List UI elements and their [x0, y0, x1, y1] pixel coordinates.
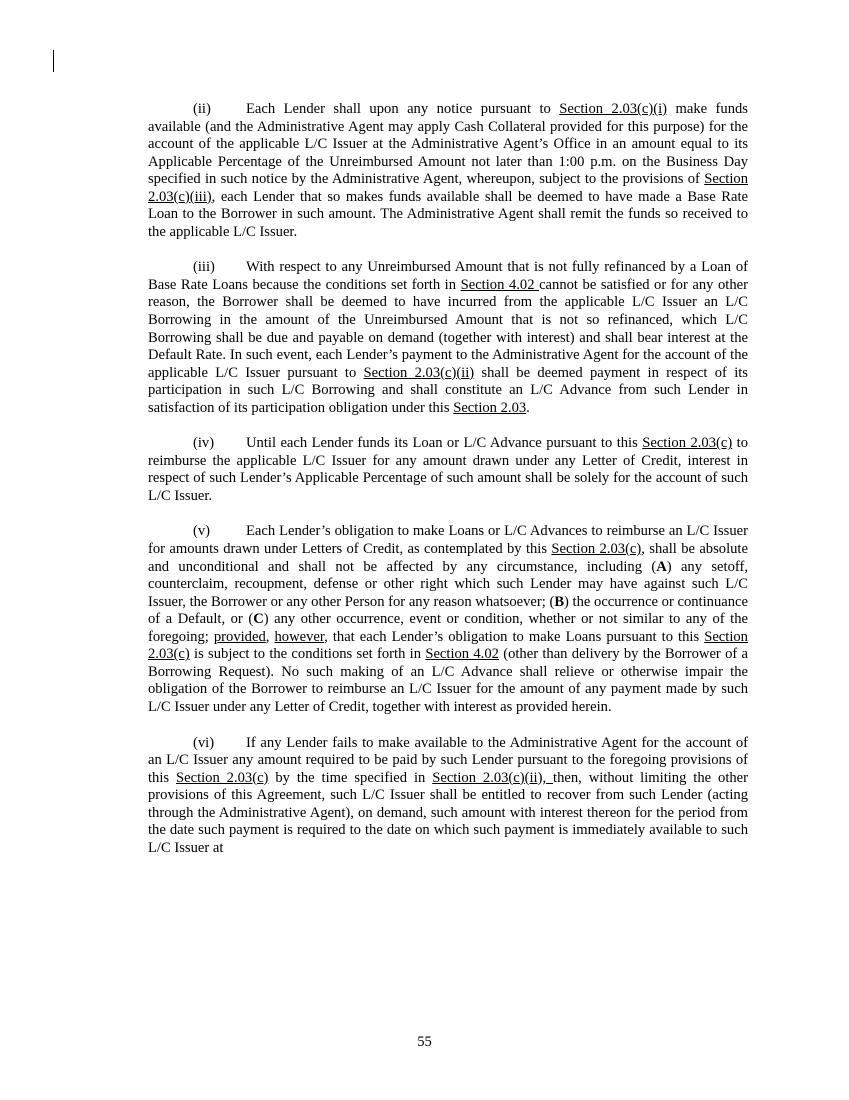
paragraph-text: Each Lender shall upon any notice pursuant to	[246, 101, 560, 117]
paragraph-text: make funds available (and the Administrative Agent may apply Cash Collateral provided for this purpose) for the account of the applicable L/C Issuer at the Administrative Agent’s Office in an amount equal to its Applicable Percentage of the Unreimbursed Amount not later than 1:00 p.m. on the Business Day specified in such notice by the Administrative Agent, whereupon, subject to the provisions of	[148, 101, 748, 188]
section-reference: Section 2.03(c)(ii),	[432, 769, 554, 786]
section-reference: provided	[213, 628, 266, 645]
paragraph-text: .	[526, 399, 530, 416]
paragraph-text: cannot be satisfied or for any other reason, the Borrower shall be deemed to have incurred from the applicable L/C Issuer an L/C Borrowing in the amount of the Unreimbursed Amount that is not so refinanced, which L/C Borrowing shall be due and payable on demand (together with interest) and shall bear interest at the Default Rate. In such event, each Lender’s payment to the Administrative Agent for the account of the applicable L/C Issuer pursuant to	[148, 276, 748, 381]
paragraph-text: ) any setoff, counterclaim, recoupment, defense or other right which such Lender may have against such L/C Issuer, the Borrower or any other Person for any reason whatsoever; (	[148, 558, 748, 610]
section-reference: Section 2.03(c)(ii)	[363, 364, 475, 381]
document-body	[148, 101, 748, 875]
paragraph-number: (ii)	[193, 101, 211, 117]
paragraph-text: ) any other occurrence, event or condition, whether or not similar to any of the foregoing;	[148, 611, 749, 645]
paragraph-number: (iii)	[193, 259, 215, 276]
section-reference: Section 2.03(c)	[148, 628, 748, 663]
paragraph	[148, 259, 748, 417]
section-reference: Section 4.02	[460, 276, 540, 293]
paragraph	[148, 435, 748, 505]
paragraph-number: (iv)	[193, 435, 215, 452]
section-reference: however	[274, 628, 325, 645]
paragraph-text: With respect to any Unreimbursed Amount that is not fully refinanced by a Loan of Base Rate Loans because the conditions set forth in	[148, 259, 748, 293]
paragraph-text: ,	[265, 628, 275, 645]
clause-letter: C	[253, 611, 264, 628]
paragraph-number: (v)	[193, 523, 211, 540]
section-reference: Section 4.02	[425, 646, 499, 663]
paragraph-text: shall be deemed payment in respect of its participation in such L/C Borrowing and shall constitute an L/C Advance from such Lender in satisfaction of its participation obligation under this	[148, 364, 748, 416]
paragraph	[148, 523, 748, 716]
section-reference: Section 2.03(c)	[551, 541, 642, 558]
paragraph	[148, 101, 748, 241]
paragraph-number: (vi)	[193, 734, 215, 751]
paragraph-text: , shall be absolute and unconditional and shall not be affected by any circumstance, including (	[148, 541, 748, 575]
paragraph-text: Each Lender’s obligation to make Loans or L/C Advances to reimburse an L/C Issuer for amounts drawn under Letters of Credit, as contemplated by this	[148, 523, 748, 558]
paragraph-text: (other than delivery by the Borrower of a Borrowing Request). No such making of an L/C Advance shall relieve or otherwise impair the obligation of the Borrower to reimburse an L/C Issuer for the amount of any payment made by such L/C Issuer under any Letter of Credit, together with interest as provided herein.	[148, 646, 748, 715]
clause-letter: B	[554, 593, 565, 610]
paragraph-text: then, without limiting the other provisions of this Agreement, such L/C Issuer shall be entitled to recover from such Lender (acting through the Administrative Agent), on demand, such amount with interest thereon for the period from the date such payment is required to the date on which such payment is immediately available to such L/C Issuer at	[148, 769, 749, 856]
paragraph-text: , each Lender that so makes funds available shall be deemed to have made a Base Rate Loan to the Borrower in such amount. The Administrative Agent shall remit the funds so received to the applicable L/C Issuer.	[148, 188, 748, 240]
section-reference: Section 2.03(c)(iii)	[148, 171, 748, 205]
section-reference: Section 2.03	[453, 399, 527, 416]
paragraph-text: , that each Lender’s obligation to make Loans pursuant to this	[324, 628, 705, 645]
paragraph-text: is subject to the conditions set forth in	[189, 646, 426, 663]
paragraph-text: to reimburse the applicable L/C Issuer for any amount drawn under any Letter of Credit, interest in respect of such Lender’s Applicable Percentage of such amount shall be solely for the account of such L/C Issuer.	[148, 435, 749, 504]
page-number: 55	[417, 1034, 432, 1050]
clause-letter: A	[656, 558, 667, 575]
paragraph-text: by the time specified in	[268, 769, 433, 786]
section-reference: Section 2.03(c)	[176, 769, 269, 786]
section-reference: Section 2.03(c)	[642, 435, 733, 452]
paragraph-text: ) the occurrence or continuance of a Default, or (	[148, 593, 748, 628]
paragraph-text: Until each Lender funds its Loan or L/C Advance pursuant to this	[246, 435, 643, 452]
section-reference: Section 2.03(c)(i)	[559, 101, 668, 117]
paragraph-text: If any Lender fails to make available to the Administrative Agent for the account of an L/C Issuer any amount required to be paid by such Lender pursuant to the foregoing provisions of this	[148, 734, 748, 786]
paragraph	[148, 735, 748, 858]
text-cursor-mark	[53, 50, 54, 72]
